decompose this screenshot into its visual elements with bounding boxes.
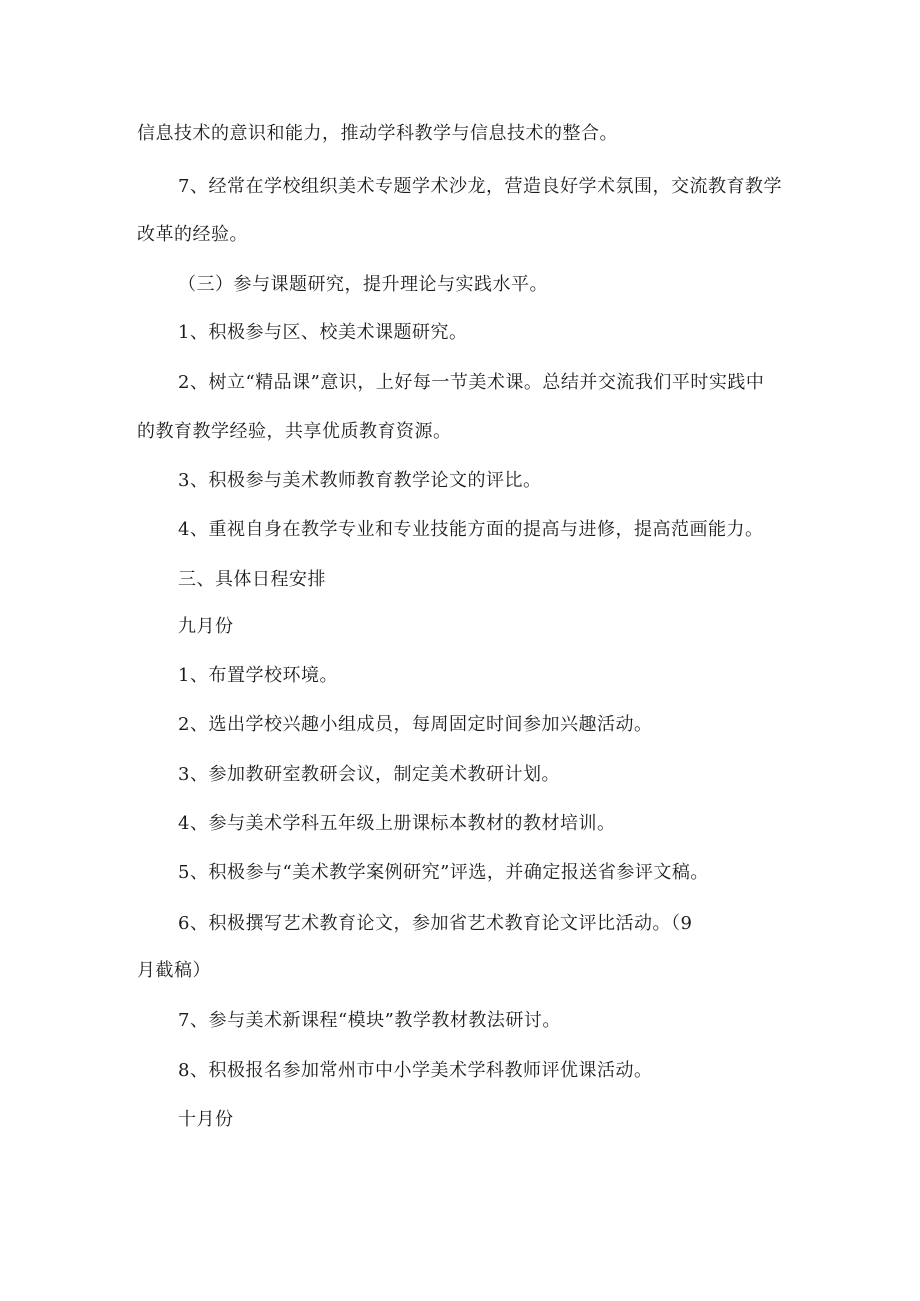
list-item-continuation: 月截稿）	[137, 960, 211, 981]
list-item: 7、参与美术新课程“模块”教学教材教法研讨。	[178, 1010, 561, 1031]
list-item: 2、选出学校兴趣小组成员，每周固定时间参加兴趣活动。	[178, 714, 653, 735]
list-item: 3、参加教研室教研会议，制定美术教研计划。	[178, 764, 560, 785]
month-heading: 九月份	[178, 616, 234, 637]
list-item: 1、布置学校环境。	[178, 665, 338, 686]
paragraph-line: 改革的经验。	[137, 224, 248, 245]
month-heading: 十月份	[178, 1109, 234, 1130]
section-heading: 三、具体日程安排	[178, 569, 326, 590]
list-item: 4、参与美术学科五年级上册课标本教材的教材培训。	[178, 813, 616, 834]
list-item: 5、积极参与“美术教学案例研究”评选，并确定报送省参评文稿。	[178, 862, 709, 883]
list-item: 8、积极报名参加常州市中小学美术学科教师评优课活动。	[178, 1060, 653, 1081]
paragraph-line: 4、重视自身在教学专业和专业技能方面的提高与进修，提高范画能力。	[178, 519, 764, 540]
paragraph-line: 3、积极参与美术教师教育教学论文的评比。	[178, 470, 542, 491]
section-heading: （三）参与课题研究，提升理论与实践水平。	[178, 274, 548, 295]
paragraph-line: 的教育教学经验，共享优质教育资源。	[137, 421, 452, 442]
paragraph-line: 7、经常在学校组织美术专题学术沙龙，营造良好学术氛围，交流教育教学	[178, 176, 782, 197]
paragraph-line: 信息技术的意识和能力，推动学科教学与信息技术的整合。	[137, 123, 618, 144]
list-item: 6、积极撰写艺术教育论文，参加省艺术教育论文评比活动。（9	[178, 913, 693, 934]
paragraph-line: 1、积极参与区、校美术课题研究。	[178, 322, 468, 343]
paragraph-line: 2、树立“精品课”意识，上好每一节美术课。总结并交流我们平时实践中	[178, 372, 765, 393]
